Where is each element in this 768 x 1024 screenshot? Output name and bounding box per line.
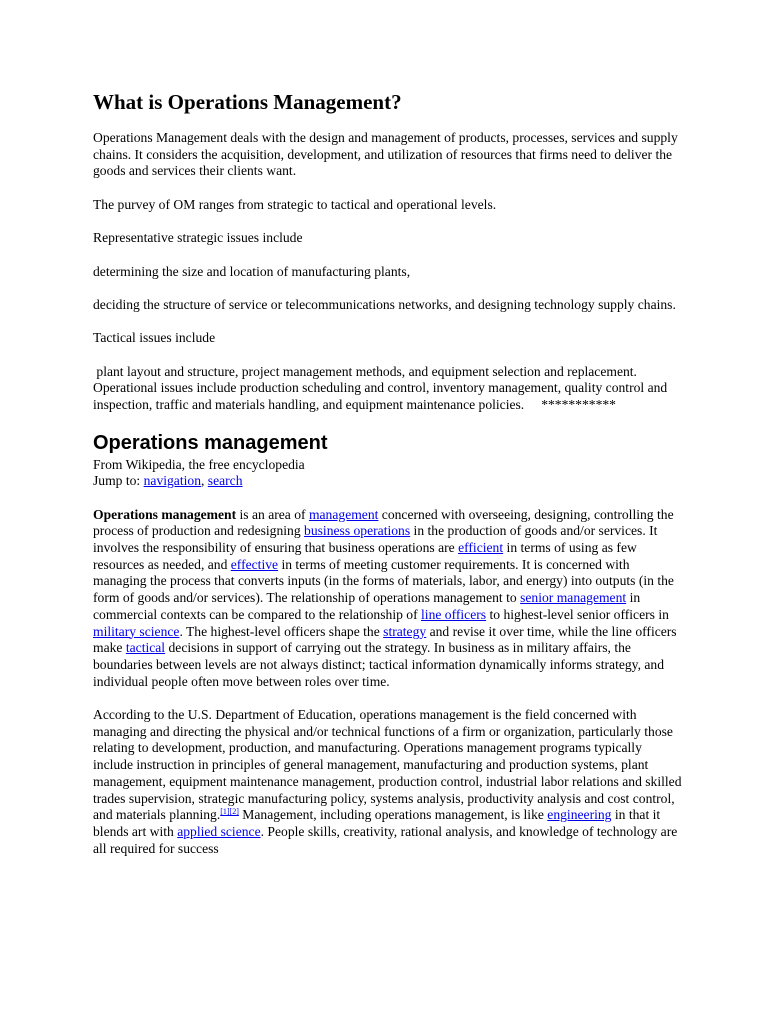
wiki-article-title: Operations management [93,431,328,454]
para-text: . People skills, creativity, rational analysis, and knowledge of technology are all required for success [93,823,678,856]
para-text: According to the U.S. Department of Education, operations management is the field concerned with managing and directing the physical and/or technical functions of a firm or organization, particularly those relating to development, production, and manufacturing. Operations management programs typically include instruction in principles of general management, manufacturing and production systems, plant management, equipment maintenance management, production control, industrial labor relations and skilled trades supervision, strategic manufacturing policy, systems analysis, productivity analysis and cost control, and materials planning. [93,707,682,823]
intro-text: in commercial contexts can be compared to the relationship of [93,590,641,622]
navigation-link[interactable]: navigation [143,473,201,489]
intro-text: in terms of using as few resources as needed, and [93,540,637,572]
paragraph-plant-size: determining the size and location of manufacturing plants, [93,263,411,279]
intro-text: and revise it over time, while the line officers make [93,623,677,656]
management-link[interactable]: management [308,506,379,522]
wiki-education-paragraph [93,707,683,857]
applied-science-link[interactable]: applied science [177,823,261,839]
search-link[interactable]: search [207,473,243,489]
intro-bold-term: Operations management [93,506,237,522]
paragraph-om-definition: Operations Management deals with the design and management of products, processes, services and supply chains. It considers the acquisition, development, and utilization of resources that firms need to deliver the goods and services their clients want. [93,130,678,179]
line-officers-link[interactable]: line officers [421,606,487,622]
effective-link[interactable]: effective [230,556,279,572]
citation-2-link[interactable]: [2] [229,807,239,817]
citation-1-link[interactable]: [1] [220,807,230,817]
intro-text: concerned with overseeing, designing, controlling the process of production and redesigning [93,506,674,539]
paragraph-om-levels: The purvey of OM ranges from strategic to tactical and operational levels. [93,196,497,212]
intro-text: to highest-level senior officers in [486,606,669,622]
wiki-intro-paragraph [93,507,683,691]
para-text: Management, including operations management, is like [238,807,548,823]
jump-to-links [93,473,683,490]
document-page [93,90,683,874]
efficient-link[interactable]: efficient [458,540,504,556]
business-operations-link[interactable]: business operations [304,523,411,539]
para-text: in that it blends art with [93,807,661,839]
jump-separator: , [201,473,208,489]
paragraph-tactical-issues: Tactical issues include [93,330,216,346]
paragraph-strategic-issues: Representative strategic issues include [93,230,303,246]
page-title: What is Operations Management? [93,90,402,114]
senior-management-link[interactable]: senior management [520,590,627,606]
military-science-link[interactable]: military science [93,623,180,639]
paragraph-network-structure: deciding the structure of service or telecommunications networks, and designing technology supply chains. [93,296,676,312]
intro-text: in terms of meeting customer requirements. It is concerned with managing the process that converts inputs (in the forms of materials, labor, and energy) into outputs (in the form of goods and/or services). The relationship of operations management to [93,556,674,606]
intro-text: . The highest-level officers shape the [179,623,384,639]
intro-text: is an area of [236,506,309,522]
intro-text: decisions in support of carrying out the strategy. In business as in military affairs, the boundaries between levels are not always distinct; tactical information dynamically informs strategy, and individual people often move between roles over time. [93,640,665,689]
engineering-link[interactable]: engineering [547,807,612,823]
citation-refs [220,807,239,816]
tactical-link[interactable]: tactical [125,640,166,656]
wiki-subtitle: From Wikipedia, the free encyclopedia [93,456,305,472]
paragraph-tactical-operational-list: plant layout and structure, project management methods, and equipment selection and replacement. Operational issues include production scheduling and control, inventory management, quality control and inspection, traffic and materials handling, and equipment maintenance policies. *********** [93,363,671,413]
strategy-link[interactable]: strategy [383,623,427,639]
jump-to-label: Jump to: [93,473,144,489]
intro-text: in the production of goods and/or services. It involves the responsibility of ensuring that business operations are [93,523,658,556]
